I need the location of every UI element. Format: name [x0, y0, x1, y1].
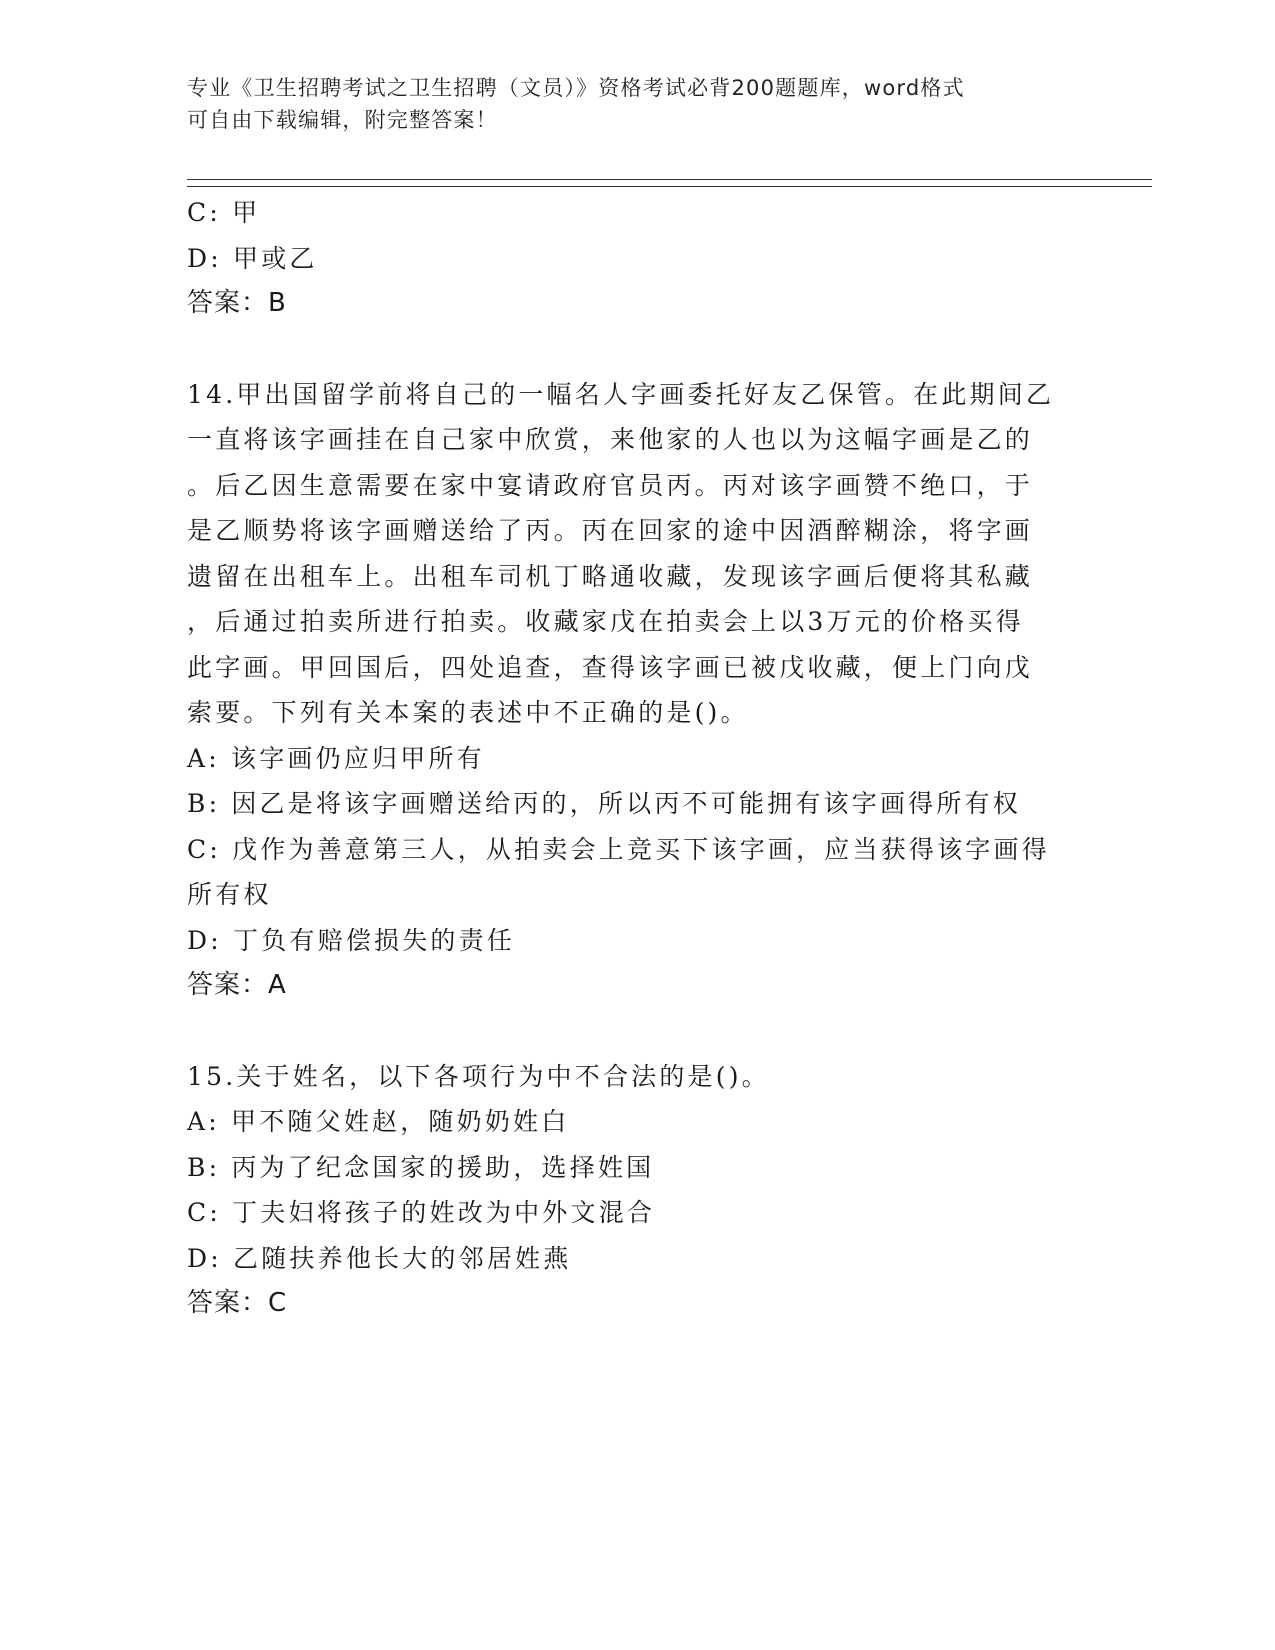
q15-option-c: C: 丁夫妇将孩子的姓改为中外文混合: [187, 1198, 656, 1227]
q13-answer: 答案：B: [187, 288, 287, 318]
spacer: [187, 327, 1087, 372]
document-header: [187, 72, 1087, 136]
q14-text-line: 此字画。甲回国后，四处追查，查得该字画已被戊收藏，便上门向戊: [187, 652, 1034, 682]
q14-option-b: B: 因乙是将该字画赠送给丙的，所以丙不可能拥有该字画得所有权: [187, 789, 1021, 818]
q15-answer: 答案：C: [187, 1288, 288, 1318]
q14-text-line: 索要。下列有关本案的表述中不正确的是()。: [187, 698, 749, 727]
q14-option-d: D: 丁负有赔偿损失的责任: [187, 925, 516, 955]
q14-option-a: A: 该字画仍应归甲所有: [187, 743, 485, 773]
q14-text-line: 是乙顺势将该字画赠送给了丙。丙在回家的途中因酒醉糊涂，将字画: [187, 516, 1034, 545]
question-14: [187, 372, 1087, 1009]
header-divider: [187, 179, 1152, 187]
q14-text-line: 。后乙因生意需要在家中宴请政府官员丙。丙对该字画赞不绝口，于: [187, 470, 1034, 500]
q15-option-d: D: 乙随扶养他长大的邻居姓燕: [187, 1243, 572, 1273]
q13-option-c: C: 甲: [187, 198, 261, 227]
q14-text-line: 14.甲出国留学前将自己的一幅名人字画委托好友乙保管。在此期间乙: [187, 379, 1055, 409]
header-title-line1: 专业《卫生招聘考试之卫生招聘（文员）》资格考试必背200题题库，word格式: [187, 76, 965, 100]
question-13-tail: [187, 190, 1087, 327]
q13-option-d: D: 甲或乙: [187, 243, 318, 273]
q14-text-line: 一直将该字画挂在自己家中欣赏，来他家的人也以为这幅字画是乙的: [187, 425, 1034, 454]
q15-option-a: A: 甲不随父姓赵，随奶奶姓白: [187, 1107, 570, 1136]
document-body: [187, 190, 1087, 1327]
spacer: [187, 1009, 1087, 1054]
q15-option-b: B: 丙为了纪念国家的援助，选择姓国: [187, 1152, 655, 1182]
q14-text-line: 遗留在出租车上。出租车司机丁略通收藏，发现该字画后便将其私藏: [187, 561, 1034, 591]
q14-option-c-continued: 所有权: [187, 880, 272, 909]
question-15: [187, 1054, 1087, 1327]
header-title-line2: 可自由下载编辑，附完整答案！: [187, 108, 498, 132]
q14-text-line: ，后通过拍卖所进行拍卖。收藏家戊在拍卖会上以3万元的价格买得: [187, 607, 1024, 636]
q15-question: 15.关于姓名，以下各项行为中不合法的是()。: [187, 1061, 770, 1091]
q14-answer: 答案：A: [187, 970, 287, 1000]
q14-option-c: C: 戊作为善意第三人，从拍卖会上竞买下该字画，应当获得该字画得: [187, 834, 1050, 864]
